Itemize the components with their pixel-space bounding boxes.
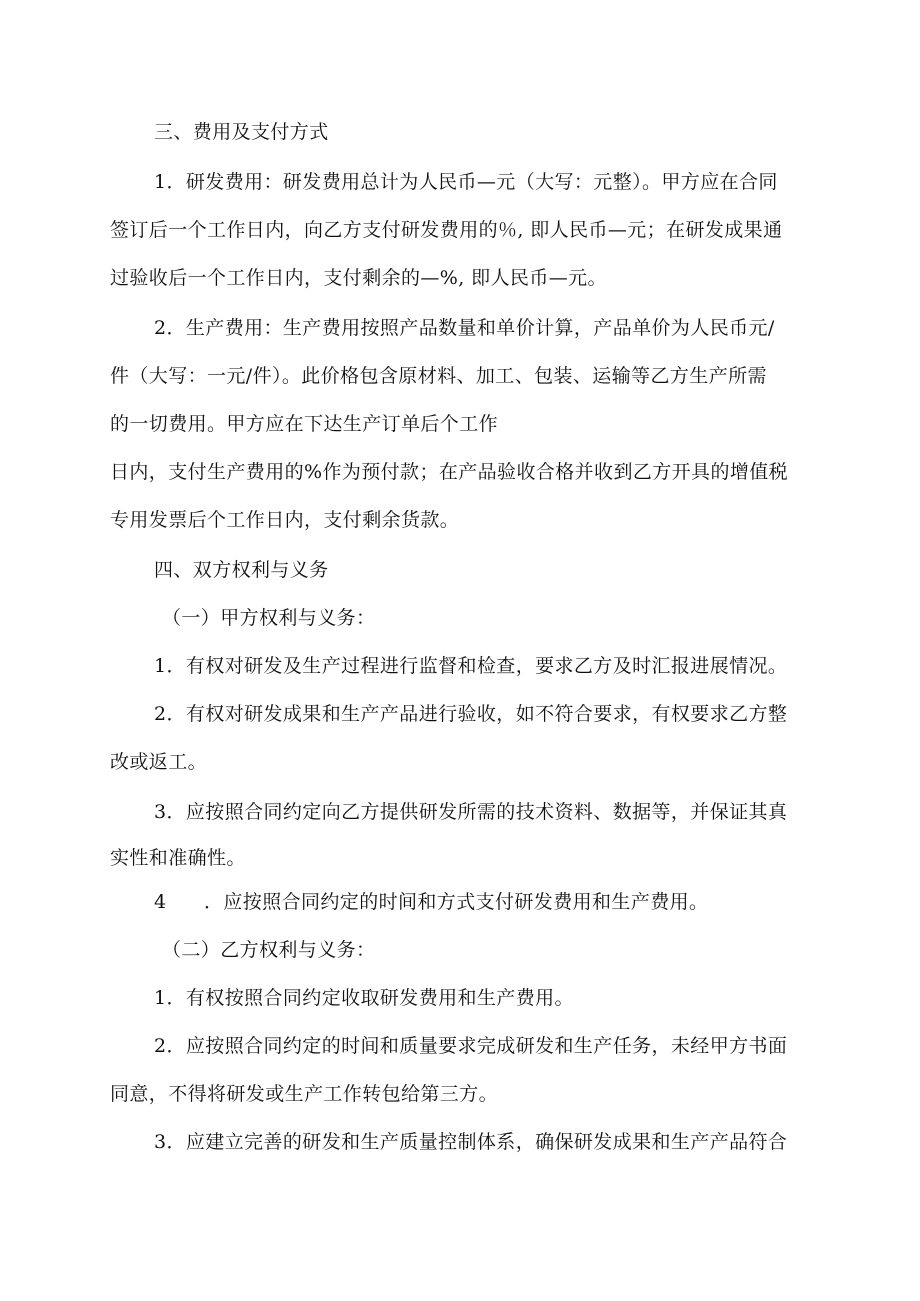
production-fee-line-4: 日内，支付生产费用的%作为预付款；在产品验收合格并收到乙方开具的增值税 — [110, 461, 789, 483]
party-a-item-2-line-2: 改或返工。 — [110, 751, 208, 773]
section-heading-fees: 三、费用及支付方式 — [154, 121, 329, 143]
party-a-item-4-number: 4 — [154, 891, 167, 913]
rd-fee-line-1: 1．研发费用：研发费用总计为人民币—元（大写：元整）。甲方应在合同 — [154, 171, 778, 193]
party-b-item-2-line-1: 2．应按照合同约定的时间和质量要求完成研发和生产任务，未经甲方书面 — [154, 1035, 788, 1057]
party-b-item-1: 1．有权按照合同约定收取研发费用和生产费用。 — [154, 987, 574, 1009]
party-a-heading: （一）甲方权利与义务： — [162, 607, 376, 629]
production-fee-line-5: 专用发票后个工作日内，支付剩余货款。 — [110, 509, 460, 531]
party-b-item-3-line-1: 3．应建立完善的研发和生产质量控制体系，确保研发成果和生产产品符合 — [154, 1131, 788, 1153]
rd-fee-line-2: 签订后一个工作日内，向乙方支付研发费用的％, 即人民币—元；在研发成果通 — [110, 219, 783, 241]
party-a-item-3-line-2: 实性和准确性。 — [110, 847, 246, 869]
party-a-item-2-line-1: 2．有权对研发成果和生产产品进行验收，如不符合要求，有权要求乙方整 — [154, 703, 788, 725]
production-fee-line-3: 的一切费用。甲方应在下达生产订单后个工作 — [110, 413, 499, 435]
production-fee-line-2: 件（大写：一元/件）。此价格包含原材料、加工、包装、运输等乙方生产所需 — [110, 365, 767, 387]
party-a-item-4 — [154, 890, 708, 914]
party-a-item-1: 1．有权对研发及生产过程进行监督和检查，要求乙方及时汇报进展情况。 — [154, 655, 788, 677]
party-b-item-2-line-2: 同意，不得将研发或生产工作转包给第三方。 — [110, 1083, 499, 1105]
section-heading-rights: 四、双方权利与义务 — [154, 559, 329, 581]
party-a-item-3-line-1: 3．应按照合同约定向乙方提供研发所需的技术资料、数据等，并保证其真 — [154, 801, 788, 823]
party-a-item-4-text: ．应按照合同约定的时间和方式支付研发费用和生产费用。 — [204, 891, 709, 913]
rd-fee-line-3: 过验收后一个工作日内，支付剩余的—%, 即人民币—元。 — [110, 267, 607, 289]
production-fee-line-1: 2．生产费用：生产费用按照产品数量和单价计算，产品单价为人民币元/ — [154, 317, 775, 339]
party-b-heading: （二）乙方权利与义务： — [162, 939, 376, 961]
